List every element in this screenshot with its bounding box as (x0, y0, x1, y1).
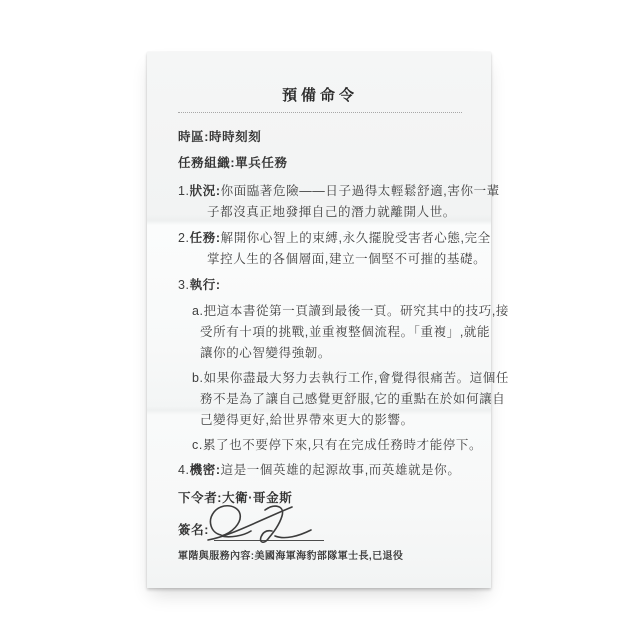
item-text-line: 你面臨著危險——日子過得太輕鬆舒適,害你一輩 (220, 184, 500, 198)
time-zone-line (178, 127, 462, 148)
sub-item-text-line: 受所有十項的挑戰,並重複整個流程。「重複」,就能 (200, 325, 491, 339)
signature-label: 簽名: (178, 523, 209, 537)
sub-item-marker: b. (192, 371, 204, 385)
issuer-label: 下令者: (178, 491, 223, 505)
sub-item-text-line: 務不是為了讓自己感覺更舒服,它的重點在於如何讓自 (200, 392, 506, 406)
task-org-label: 任務組織: (178, 156, 236, 170)
item-classified (178, 460, 462, 481)
item-execution (178, 275, 462, 296)
time-zone-label: 時區: (178, 130, 209, 144)
sub-item-text-line: 讓你的心智變得強韌。 (200, 346, 332, 360)
item-label: 執行: (189, 278, 221, 292)
issuer-value: 大衛·哥金斯 (222, 491, 293, 505)
item-situation (178, 181, 500, 223)
sub-item-text-line: 如果你盡最大努力去執行工作,會覺得很痛苦。這個任 (203, 371, 509, 385)
item-text-line: 這是一個英雄的起源故事,而英雄就是你。 (220, 463, 461, 477)
page-title: 預備命令 (281, 87, 358, 104)
dotted-divider (178, 112, 462, 113)
item-number: 2. (178, 231, 190, 245)
task-org-line (178, 153, 462, 174)
signature-scribble (204, 503, 326, 543)
task-org-value: 單兵任務 (235, 156, 288, 170)
sub-item-text-line: 累了也不要停下來,只有在完成任務時才能停下。 (202, 438, 483, 452)
item-mission (178, 228, 491, 270)
sub-item-a (192, 301, 509, 364)
sub-item-b (192, 368, 509, 431)
rank-service-line: 軍階與服務內容:美國海軍海豹部隊軍士長,已退役 (178, 551, 404, 562)
sub-item-text-line: 己變得更好,給世界帶來更大的影響。 (200, 413, 414, 427)
item-number: 4. (178, 463, 190, 477)
warning-order-paper (147, 52, 509, 588)
item-text-line: 掌控人生的各個層面,建立一個堅不可摧的基礎。 (207, 252, 487, 266)
sub-item-marker: a. (192, 304, 204, 318)
sub-item-marker: c. (192, 438, 203, 452)
sub-item-c (192, 435, 483, 456)
sub-item-text-line: 把這本書從第一頁讀到最後一頁。研究其中的技巧,接 (203, 304, 509, 318)
item-text-line: 子都沒真正地發揮自己的潛力就離開人世。 (207, 205, 456, 219)
item-number: 1. (178, 184, 190, 198)
signature-line (214, 516, 324, 541)
item-number: 3. (178, 278, 190, 292)
item-label: 任務: (189, 231, 221, 245)
item-text-line: 解開你心智上的束縛,永久擺脫受害者心態,完全 (220, 231, 491, 245)
signature-row (178, 514, 462, 541)
time-zone-value: 時時刻刻 (208, 130, 262, 144)
item-label: 狀況: (189, 184, 221, 198)
item-label: 機密: (189, 463, 221, 477)
